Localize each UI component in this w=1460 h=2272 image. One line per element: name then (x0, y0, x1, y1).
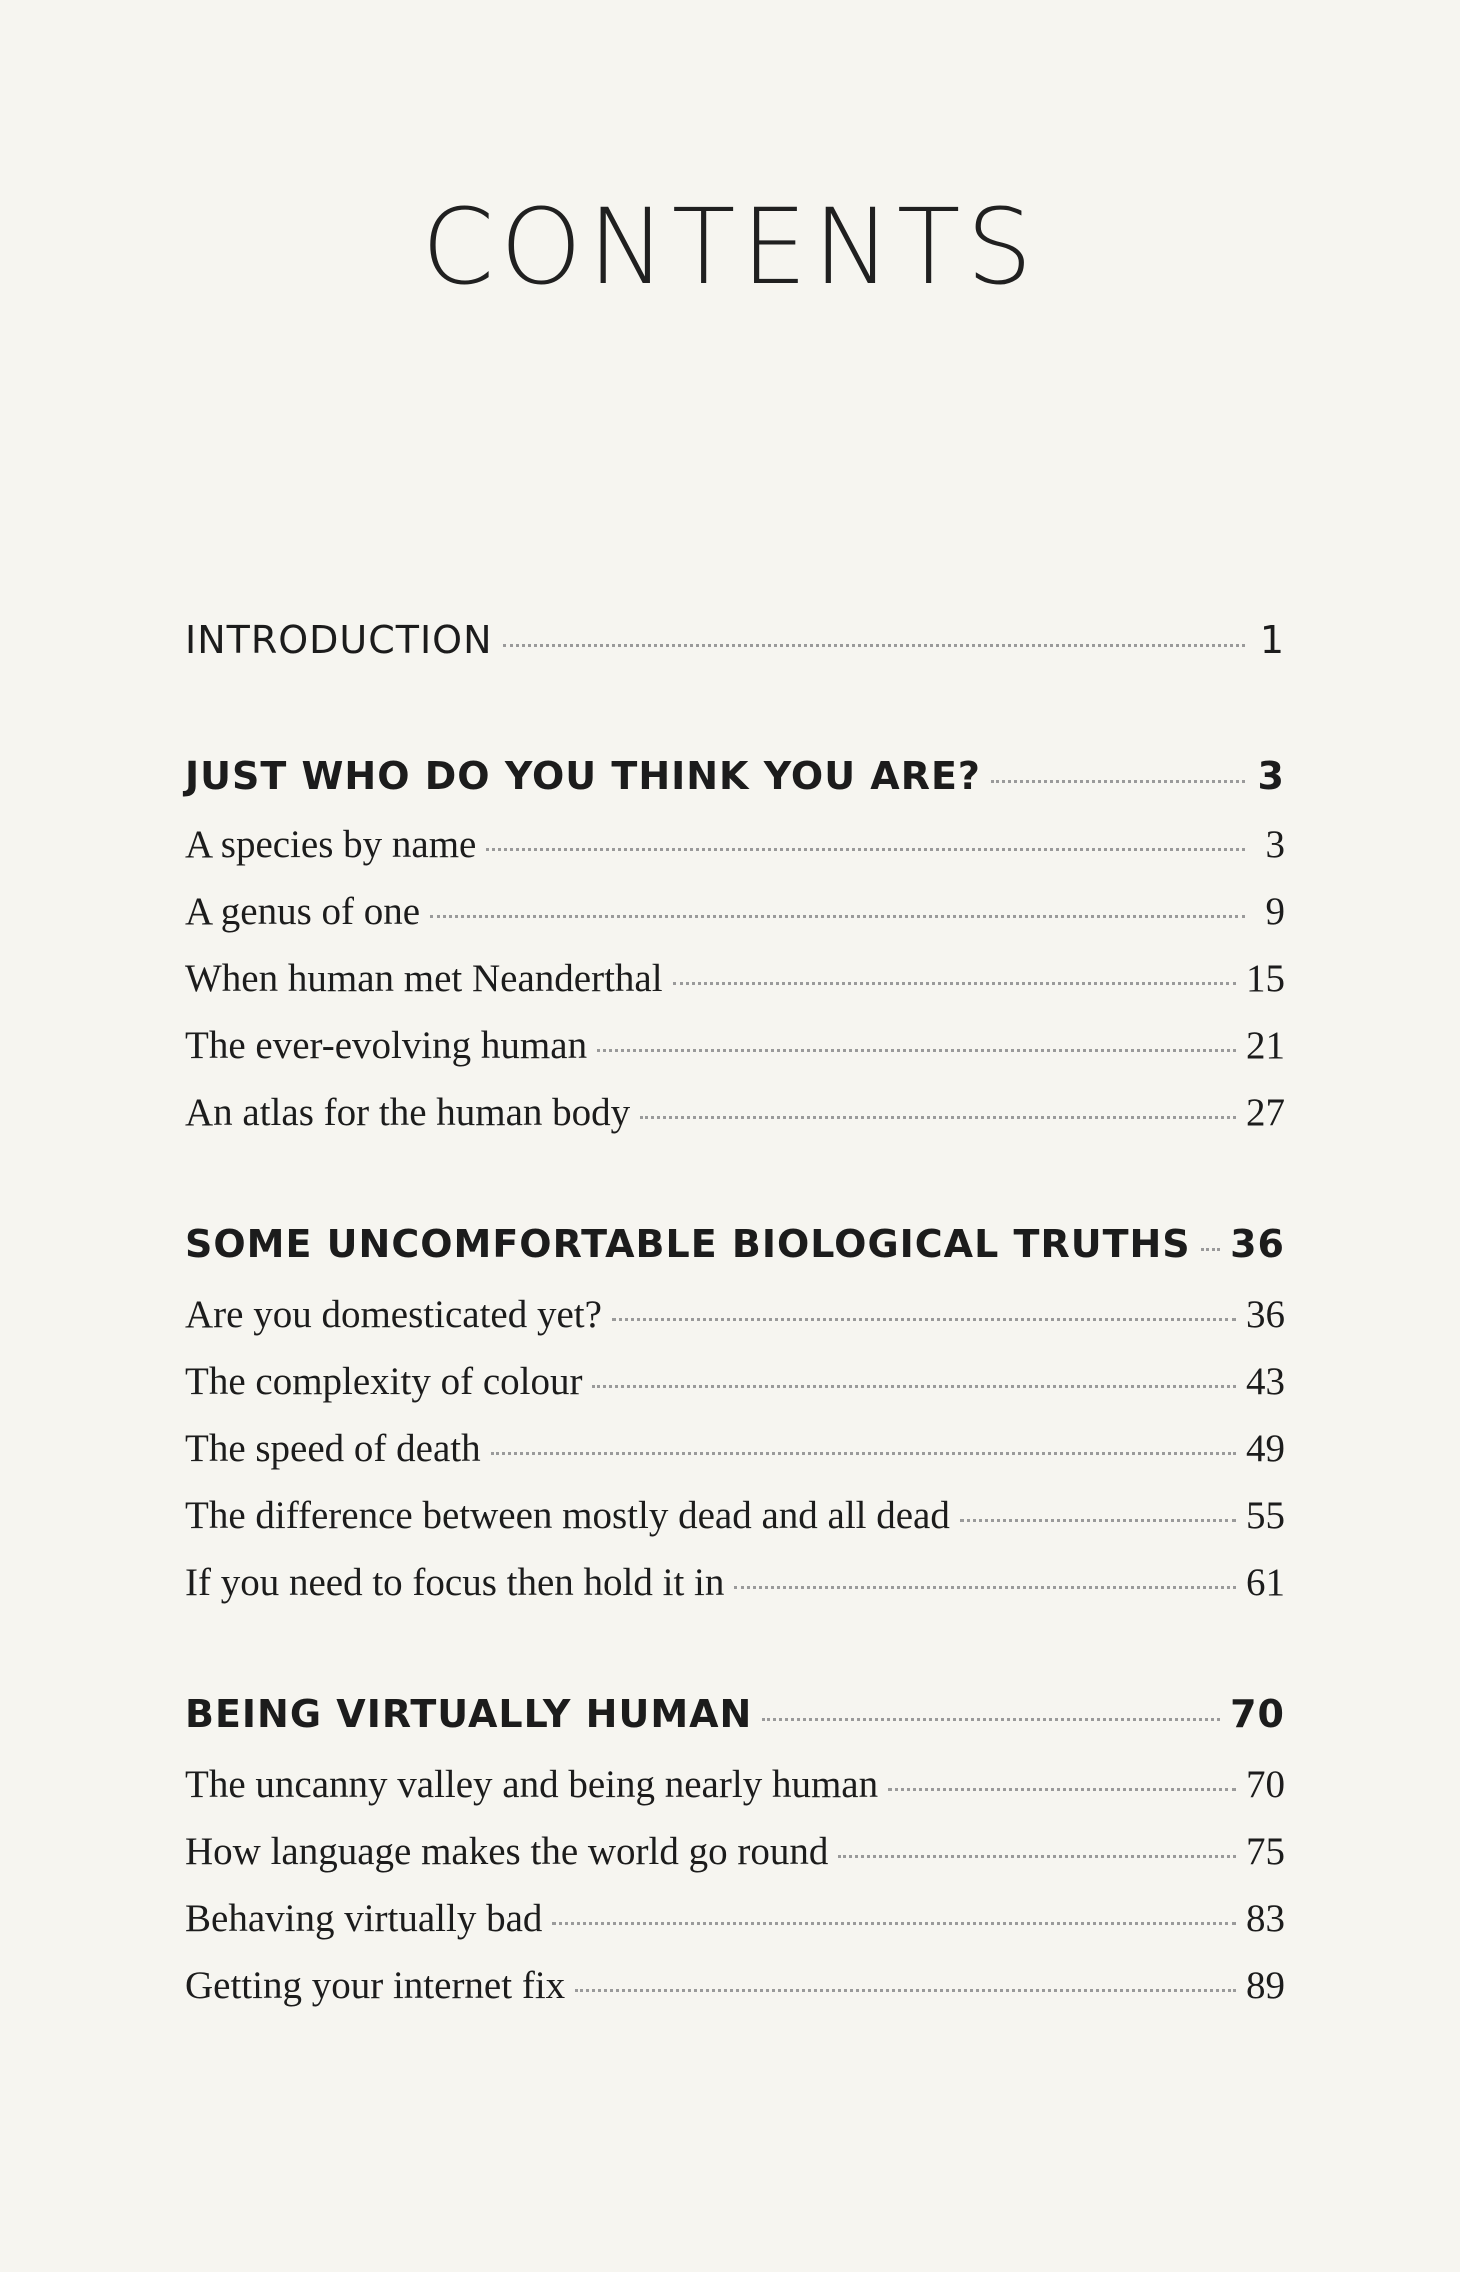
toc-page-number: 83 (1246, 1897, 1285, 1940)
dot-leader (552, 1922, 1236, 1925)
toc-page-number: 49 (1246, 1427, 1285, 1470)
toc-page-number: 9 (1265, 890, 1285, 933)
toc-page-number: 55 (1246, 1494, 1285, 1537)
dot-leader (486, 848, 1245, 851)
dot-leader (592, 1385, 1236, 1388)
toc-entry-title: The ever-evolving human (185, 1024, 588, 1067)
dot-leader (640, 1116, 1236, 1119)
dot-leader (503, 644, 1245, 647)
toc-section[interactable] (185, 1222, 1285, 1266)
toc-entry[interactable] (185, 1829, 1285, 1874)
toc-entry[interactable] (185, 1023, 1285, 1068)
toc-page-number: 3 (1265, 823, 1285, 866)
toc-section[interactable] (185, 754, 1285, 798)
toc-entry-title: The complexity of colour (185, 1360, 583, 1403)
toc-page-number: 1 (1259, 618, 1285, 662)
dot-leader (838, 1855, 1236, 1858)
toc-entry[interactable] (185, 822, 1285, 867)
dot-leader (597, 1049, 1236, 1052)
toc-entry[interactable] (185, 1762, 1285, 1807)
toc-introduction[interactable] (185, 618, 1285, 662)
toc-page-number: 36 (1230, 1222, 1285, 1266)
toc-entry-title: Are you domesticated yet? (185, 1293, 602, 1336)
toc-section[interactable] (185, 1692, 1285, 1736)
dot-leader (491, 1452, 1236, 1455)
toc-entry-title: Getting your internet fix (185, 1964, 566, 2007)
toc-entry-title: If you need to focus then hold it in (185, 1561, 725, 1604)
toc-entry[interactable] (185, 1493, 1285, 1538)
toc-entry-title: The difference between mostly dead and all dead (185, 1494, 950, 1537)
toc-entry[interactable] (185, 1426, 1285, 1471)
dot-leader (991, 780, 1245, 783)
toc-page-number: 3 (1257, 754, 1285, 798)
toc-page-number: 36 (1246, 1293, 1285, 1336)
dot-leader (575, 1989, 1236, 1992)
toc-section-title: SOME UNCOMFORTABLE BIOLOGICAL TRUTHS (185, 1222, 1191, 1266)
dot-leader (673, 982, 1236, 985)
dot-leader (960, 1519, 1236, 1522)
toc-entry[interactable] (185, 956, 1285, 1001)
dot-leader (612, 1318, 1236, 1321)
toc-entry[interactable] (185, 1896, 1285, 1941)
toc-page-number: 21 (1246, 1024, 1285, 1067)
dot-leader (888, 1788, 1236, 1791)
toc-entry[interactable] (185, 889, 1285, 934)
dot-leader (762, 1718, 1220, 1721)
toc-page-number: 70 (1230, 1692, 1285, 1736)
toc-entry[interactable] (185, 1963, 1285, 2008)
toc-entry-title: A species by name (185, 823, 477, 866)
toc-entry[interactable] (185, 1090, 1285, 1135)
toc-entry-title: How language makes the world go round (185, 1830, 829, 1873)
toc-section-title: JUST WHO DO YOU THINK YOU ARE? (185, 754, 981, 798)
toc-page-number: 27 (1246, 1091, 1285, 1134)
toc-entry-title: When human met Neanderthal (185, 957, 663, 1000)
dot-leader (1201, 1248, 1220, 1251)
toc-entry[interactable] (185, 1359, 1285, 1404)
toc-page-number: 61 (1246, 1561, 1285, 1604)
toc-entry[interactable] (185, 1560, 1285, 1605)
toc-page-number: 15 (1246, 957, 1285, 1000)
toc-entry-title: Behaving virtually bad (185, 1897, 543, 1940)
page-title: CONTENTS (421, 186, 1039, 308)
toc-section-title: INTRODUCTION (185, 618, 493, 662)
toc-entry-title: The speed of death (185, 1427, 481, 1470)
toc-entry-title: The uncanny valley and being nearly human (185, 1763, 879, 1806)
toc-section-title: BEING VIRTUALLY HUMAN (185, 1692, 753, 1736)
toc-page-number: 89 (1246, 1964, 1285, 2007)
toc-entry[interactable] (185, 1292, 1285, 1337)
toc-entry-title: An atlas for the human body (185, 1091, 631, 1134)
toc-page-number: 43 (1246, 1360, 1285, 1403)
toc-page-number: 70 (1246, 1763, 1285, 1806)
toc-page-number: 75 (1246, 1830, 1285, 1873)
dot-leader (734, 1586, 1236, 1589)
toc-entry-title: A genus of one (185, 890, 421, 933)
dot-leader (430, 915, 1245, 918)
